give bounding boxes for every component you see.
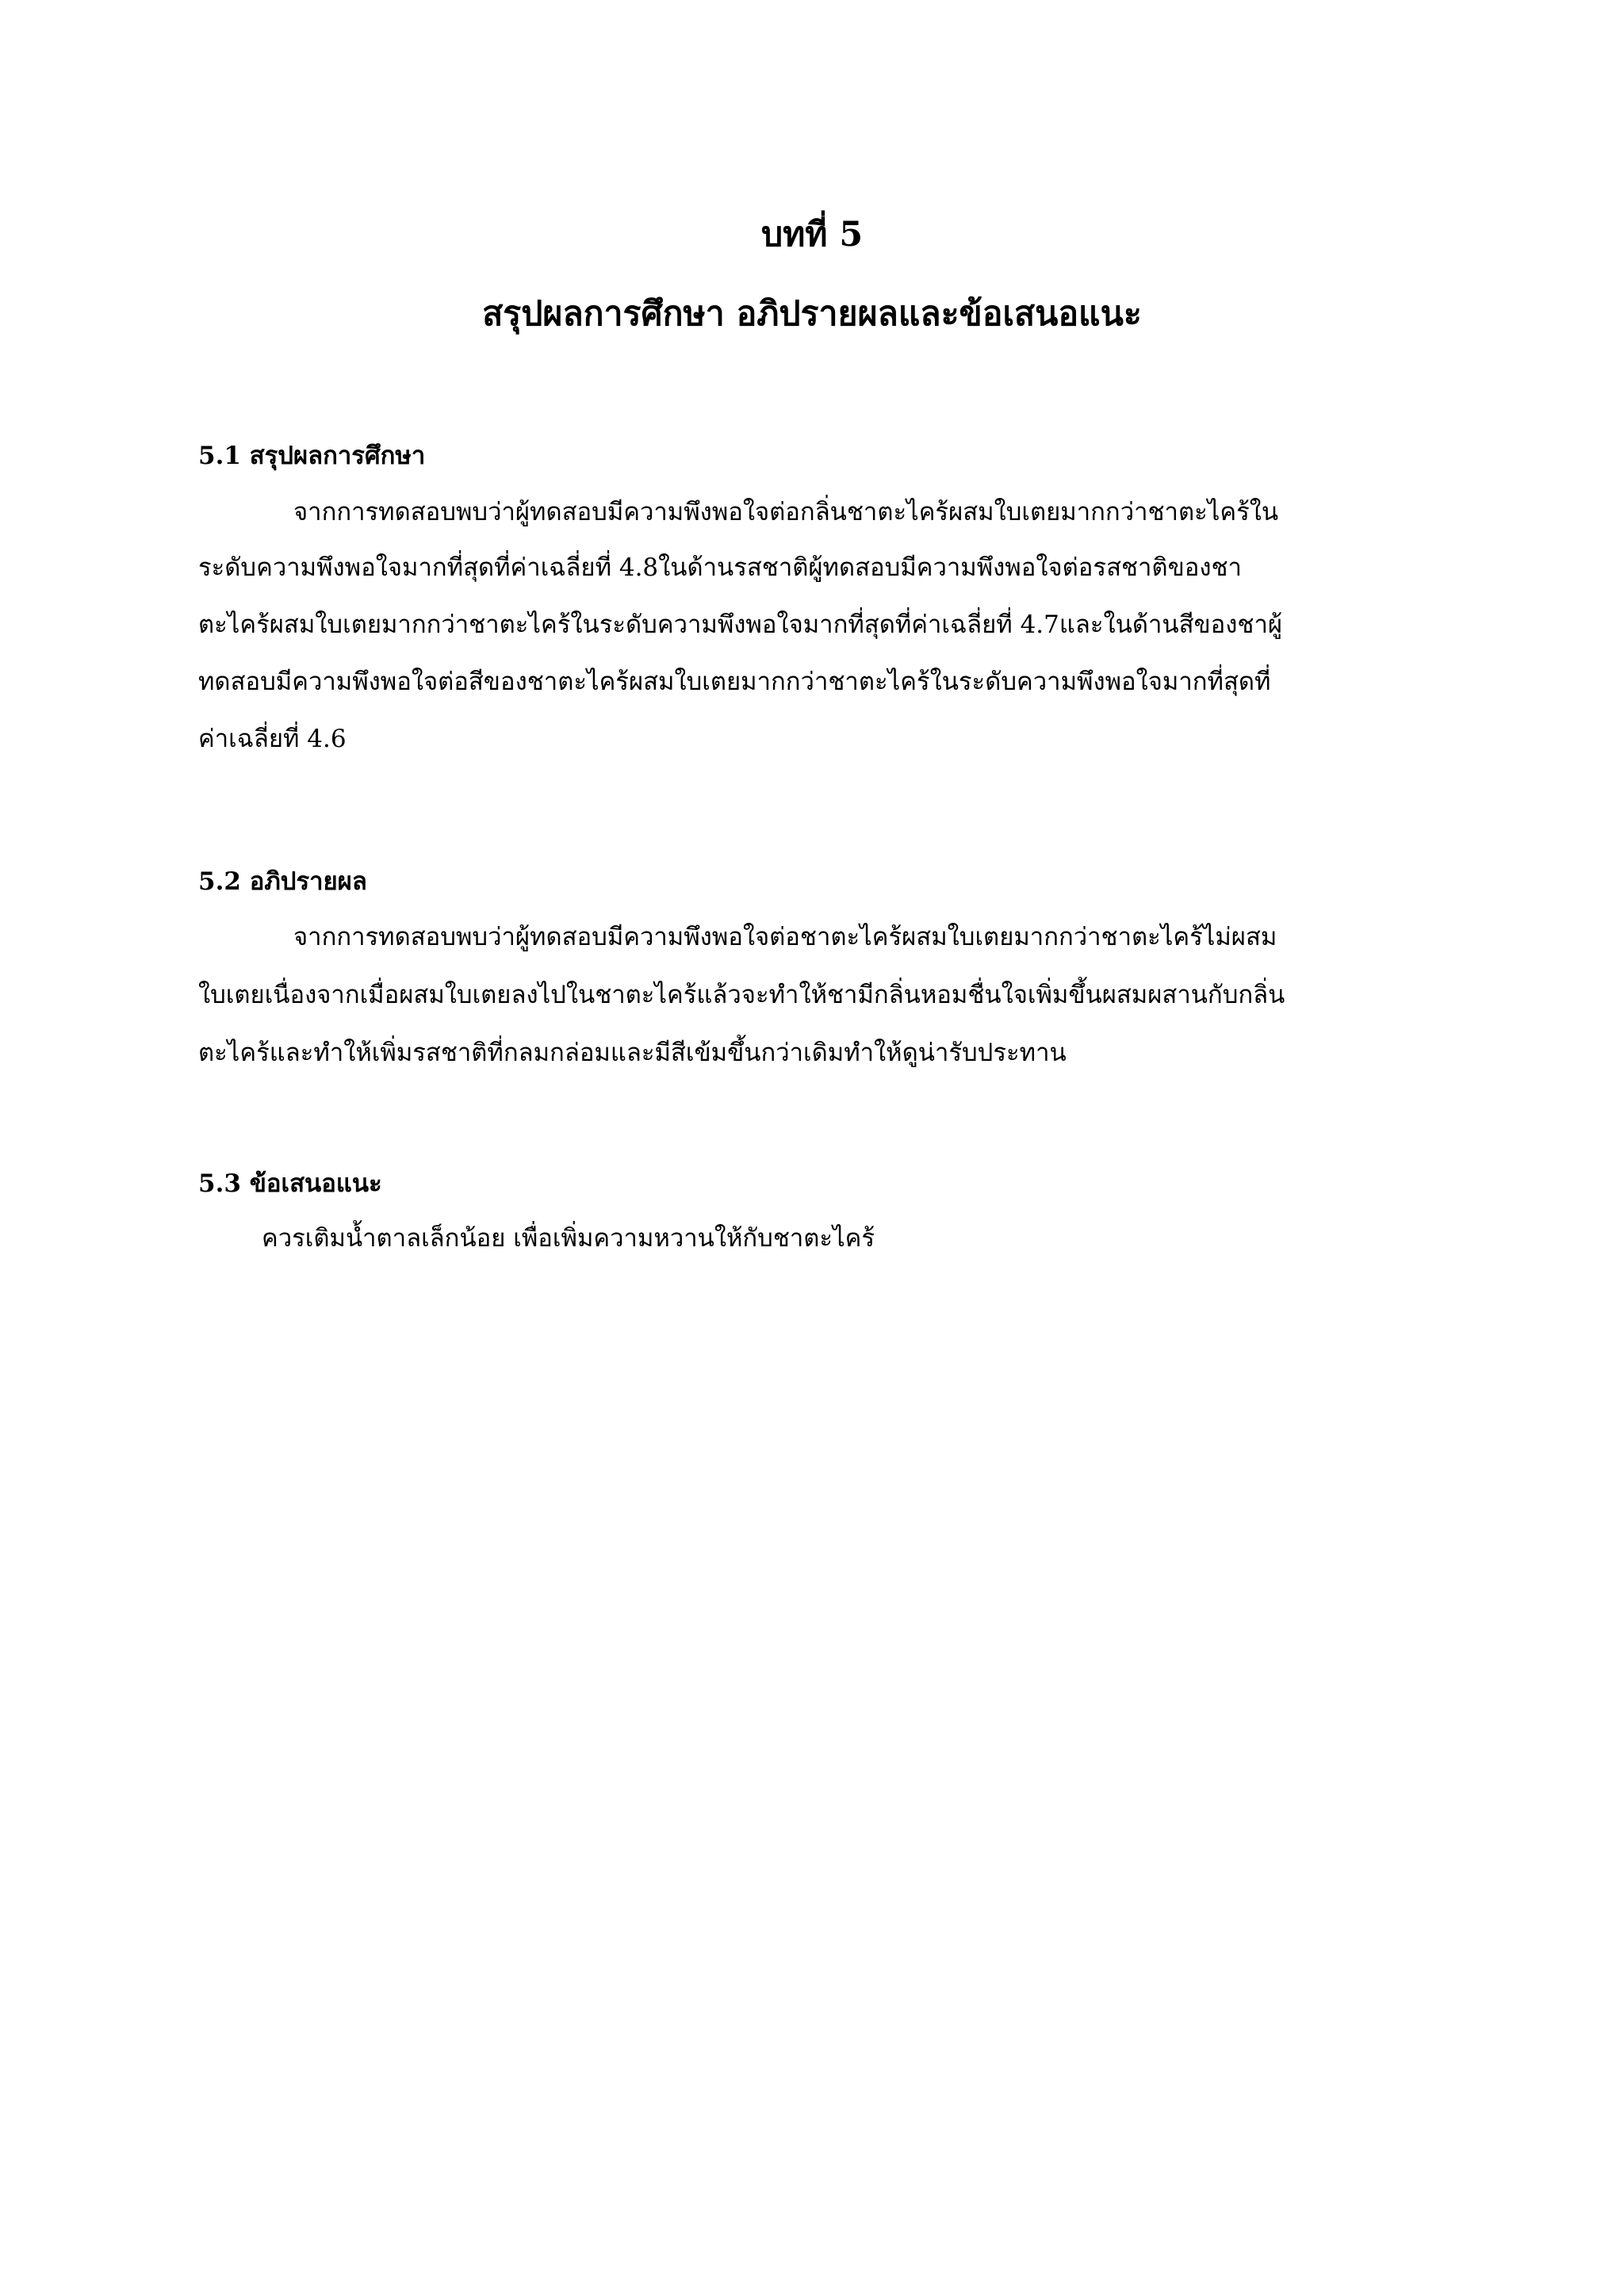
paragraph-line: จากการทดสอบพบว่าผู้ทดสอบมีความพึงพอใจต่อชาตะไคร้ผสมใบเตยมากกว่าชาตะไคร้ไม่ผสม: [293, 923, 1277, 951]
paragraph-line: ตะไคร้และทำให้เพิ่มรสชาติที่กลมกล่อมและมีสีเข้มขึ้นกว่าเดิมทำให้ดูน่ารับประทาน: [198, 1039, 1067, 1067]
paragraph-line: ค่าเฉลี่ยที่ 4.6: [198, 725, 347, 753]
chapter-number: บทที่ 5: [760, 215, 864, 254]
paragraph-line: ตะไคร้ผสมใบเตยมากกว่าชาตะไคร้ในระดับความพึงพอใจมากที่สุดที่ค่าเฉลี่ยที่ 4.7และในด้านสีของชาผู้: [198, 610, 1283, 639]
chapter-title: สรุปผลการศึกษา อภิปรายผลและข้อเสนอแนะ: [482, 294, 1142, 334]
section-heading-5-1: 5.1 สรุปผลการศึกษา: [198, 442, 426, 470]
paragraph-line: ทดสอบมีความพึงพอใจต่อสีของชาตะไคร้ผสมใบเตยมากกว่าชาตะไคร้ในระดับความพึงพอใจมากที่สุดที่: [198, 668, 1271, 696]
paragraph-line: ควรเติมน้ำตาลเล็กน้อย เพื่อเพิ่มความหวานให้กับชาตะไคร้: [262, 1224, 875, 1253]
section-heading-5-2: 5.2 อภิปรายผล: [198, 867, 367, 896]
paragraph-line: จากการทดสอบพบว่าผู้ทดสอบมีความพึงพอใจต่อกลิ่นชาตะไคร้ผสมใบเตยมากกว่าชาตะไคร้ใน: [293, 498, 1279, 526]
section-heading-5-3: 5.3 ข้อเสนอแนะ: [198, 1169, 382, 1198]
paragraph-line: ระดับความพึงพอใจมากที่สุดที่ค่าเฉลี่ยที่ 4.8ในด้านรสชาติผู้ทดสอบมีความพึงพอใจต่อรสชาติของชา: [198, 553, 1242, 582]
paragraph-line: ใบเตยเนื่องจากเมื่อผสมใบเตยลงไปในชาตะไคร้แล้วจะทำให้ชามีกลิ่นหอมชื่นใจเพิ่มขึ้นผสมผสานกับกลิ่น: [198, 981, 1285, 1009]
